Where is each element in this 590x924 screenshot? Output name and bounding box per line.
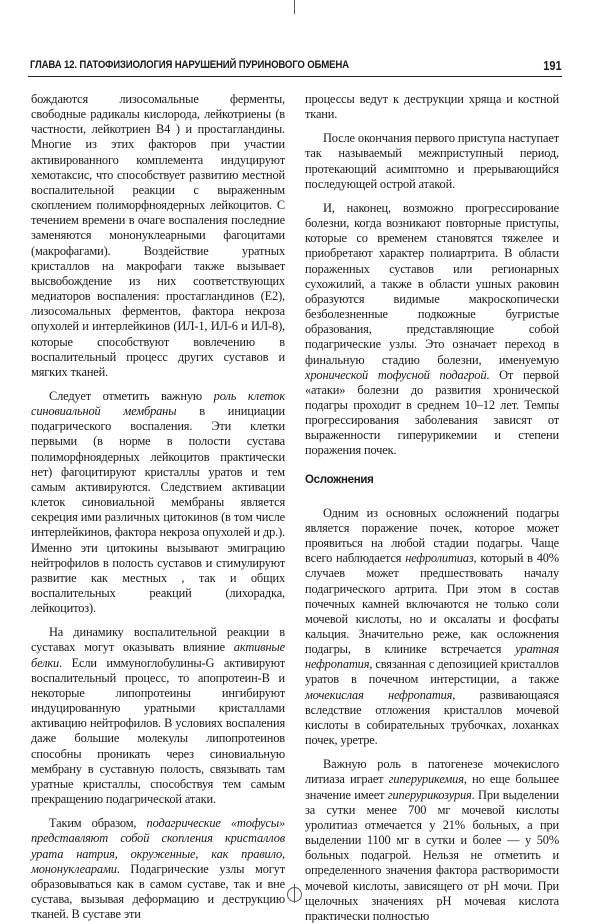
emphasis: роль клеток синовиальной мембраны xyxy=(31,388,285,419)
left-column xyxy=(31,92,285,922)
emphasis: активные белки xyxy=(31,640,285,670)
section-heading: Осложнения xyxy=(305,473,374,486)
paragraph: бождаются лизосомальные ферменты, свободные радикалы кислорода, лейкотриены (в частности, лейкотриен B4 ) и простагландины. Многие из этих факторов при участии активированного комплемента индуцируют хемотаксис, что способствует развитию местной воспалительной реакции с выраженным скоплением полиморфноядерных лейкоцитов. С течением времени в очаге воспаления последние заменяются мононуклеарными фагоцитами (макрофагами). Воздействие уратных кристаллов на макрофаги также вызывает высвобождение из них соответствующих медиаторов воспаления: простагландинов (Е2), лизосомальных ферментов, фактора некроза опухолей и интерлейкинов (ИЛ-1, ИЛ-6 и ИЛ-8), которые способствуют вовлечению в воспалительный процесс других суставов и мягких тканей. xyxy=(31,92,285,379)
registration-circle xyxy=(287,887,302,902)
paragraph: На динамику воспалительной реакции в суставах могут оказывать влияние активные белки. Если иммуноглобулины-G активируют воспалительный процесс, то апопротеин-B и некоторые липопротеины ингибируют индуцированную уратными кристаллами активацию нейтрофилов. В условиях воспаления даже большие молекулы липопротеинов способны проникать через синовиальную мембрану в суставную полость, связывать там уратные кристаллы, способствуя тем самым прекращению подагрической атаки. xyxy=(31,625,285,807)
emphasis: хронической тофусной подагрой xyxy=(305,367,487,382)
paragraph: Важную роль в патогенезе мочекислого литиаза играет гиперурикемия, но еще большее значение имеет гиперурикозурия. При выделении за сутки менее 700 мг мочевой кислоты уролитиаз отмечается у 21% больных, а при выделении 1100 мг в сутки и более — у 50% больных подагрой. Нельзя не отметить и определенного значения фактора растворимости мочевой кислоты, зависящего от рН мочи. При щелочных значениях рН мочевая кислота практически полностью xyxy=(305,757,559,923)
paragraph: Следует отметить важную роль клеток синовиальной мембраны в инициации подагрического воспаления. Эти клетки первыми (в норме в полости сустава полиморфноядерных лейкоцитов практически нет) фагоцитируют кристаллы уратов и тем самым активируются. Следствием активации клеток синовиальной мембраны является секреция ими различных цитокинов (в том числе интерлейкинов, фактора некроза опухолей и др.). Именно эти цитокины вызывают эмиграцию нейтрофилов в полость суставов и стимулируют развитие как местных , так и общих воспалительных реакций (лихорадка, лейкоцитоз). xyxy=(31,388,286,616)
paragraph: процессы ведут к деструкции хряща и костной ткани. xyxy=(305,92,559,122)
running-header xyxy=(28,56,562,77)
emphasis: мочекислая нефропатия xyxy=(305,687,453,702)
chapter-title: ГЛАВА 12. ПАТОФИЗИОЛОГИЯ НАРУШЕНИЙ ПУРИНОВОГО ОБМЕНА xyxy=(30,59,349,71)
paragraph: Таким образом, подагрические «тофусы» представляют собой скопления кристаллов урата натрия, окруженные, как правило, мононуклеарами. Подагрические узлы могут образовываться как в самом суставе, так и вне сустава, вызывая деформацию и деструкцию тканей. В суставе эти xyxy=(31,816,285,922)
emphasis: подагрические «тофусы» представляют собой скопления кристаллов урата натрия, окруженные, как правило, мононуклеарами xyxy=(31,816,285,876)
emphasis: гиперурикемия xyxy=(388,772,464,787)
crop-mark-top xyxy=(294,0,295,14)
paragraph: И, наконец, возможно прогрессирование болезни, когда возникают повторные приступы, которые со временем становятся тяжелее и приобретают характер полиартрита. В области пораженных суставов или регионарных сухожилий, а также в области ушных раковин образуются видимые макроскопически безболезненные подкожные бугристые образования, представляющие собой подагрические узлы. Это означает переход в финальную стадию болезни, именуемую хронической тофусной подагрой. От первой «атаки» болезни до развития хронической подагры проходит в среднем 10–12 лет. Темпы прогрессирования заболевания зависят от выраженности гиперурикемии и степени поражения почек. xyxy=(305,200,559,458)
right-column xyxy=(305,92,559,924)
emphasis: нефролитиаз xyxy=(405,551,474,566)
paragraph: Одним из основных осложнений подагры является поражение почек, которое может проявиться на любой стадии подагры. Чаще всего наблюдается нефролитиаз, который в 40% случаев может предшествовать началу подагрического артрита. При этом в состав почечных камней включаются не только соли мочевой кислоты, но и оксалаты и фосфаты кальция. Значительно реже, как осложнения подагры, в клинике встречается уратная нефропатия, связанная с депозицией кристаллов уратов в почечном интерстиции, а также мочекислая нефропатия, развивающаяся вследствие отложения кристаллов мочевой кислоты в собирательных трубочках, лоханках почек, уретре. xyxy=(305,505,559,748)
emphasis: гиперурикозурия xyxy=(387,787,472,802)
paragraph: После окончания первого приступа наступает так называемый межприступный период, протекающий асимптомно и прерывающийся последующей острой атакой. xyxy=(305,131,559,191)
emphasis: уратная нефропатия xyxy=(305,642,559,672)
page-number: 191 xyxy=(543,58,562,73)
